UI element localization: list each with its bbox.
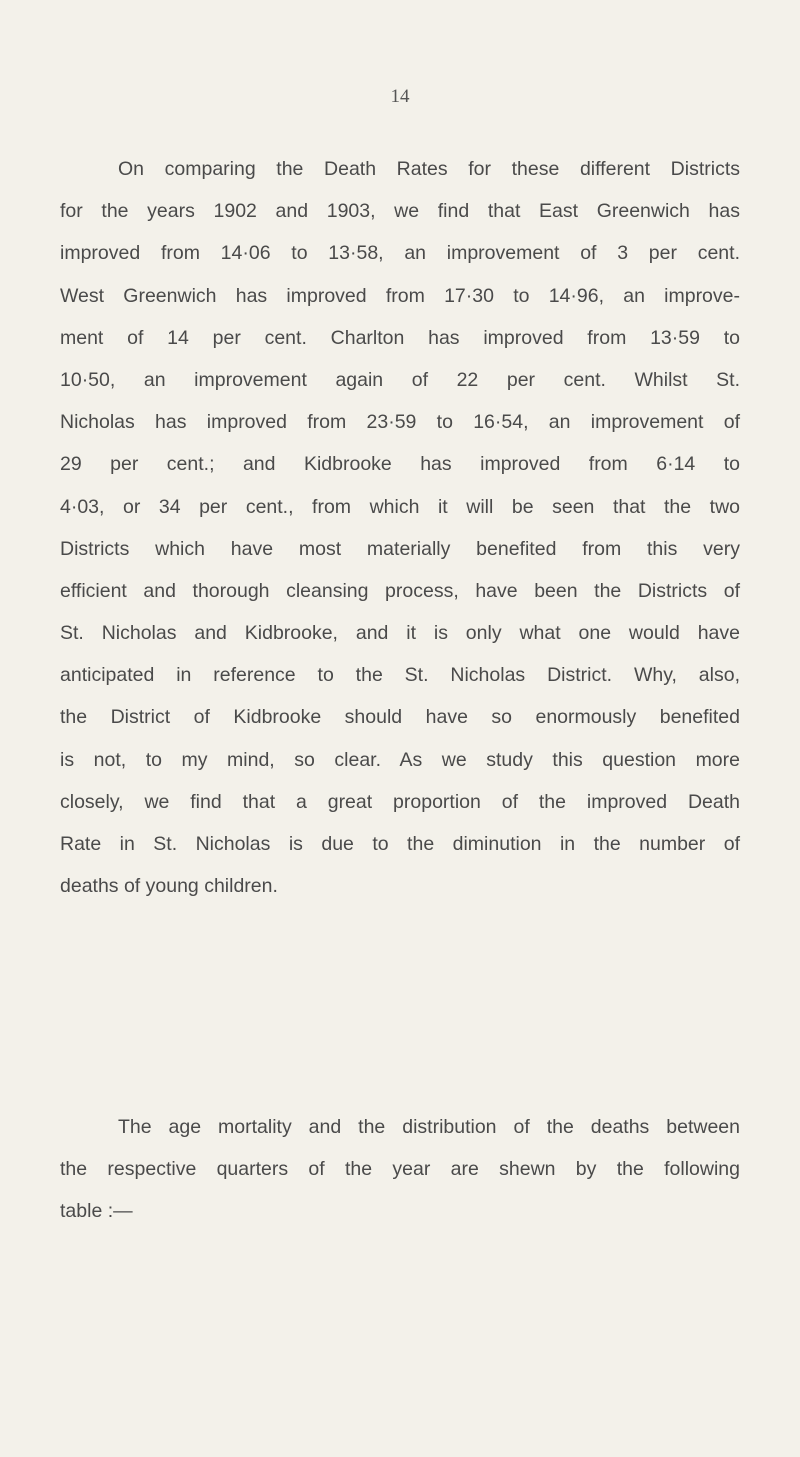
text-line: Rate in St. Nicholas is due to the diminution in the number of	[60, 833, 740, 855]
text-line: 10·50, an improvement again of 22 per cent. Whilst St.	[60, 368, 740, 391]
text-line: the District of Kidbrooke should have so enormously benefited	[60, 706, 740, 729]
text-line: table :—	[60, 1200, 133, 1223]
text-line: 29 per cent.; and Kidbrooke has improved from 6·14 to	[60, 453, 740, 476]
text-line: closely, we find that a great proportion of the improved Death	[60, 790, 740, 813]
text-line: Nicholas has improved from 23·59 to 16·54, an improvement of	[60, 411, 740, 434]
text-line: for the years 1902 and 1903, we find that East Greenwich has	[60, 200, 740, 223]
text-line: West Greenwich has improved from 17·30 to 14·96, an improve-	[60, 284, 740, 307]
text-line: anticipated in reference to the St. Nicholas District. Why, also,	[60, 664, 740, 687]
text-line: St. Nicholas and Kidbrooke, and it is only what one would have	[60, 622, 740, 645]
text-line: improved from 14·06 to 13·58, an improvement of 3 per cent.	[60, 242, 740, 265]
text-line: Districts which have most materially benefited from this very	[60, 537, 740, 560]
page-number: 14	[390, 86, 410, 107]
paragraph-death-rates	[60, 148, 740, 907]
text-line: the respective quarters of the year are shewn by the following	[60, 1158, 740, 1181]
text-line: is not, to my mind, so clear. As we study this question more	[60, 748, 740, 771]
text-line: 4·03, or 34 per cent., from which it will be seen that the two	[60, 495, 740, 518]
text-line: deaths of young children.	[60, 875, 278, 898]
text-line: On comparing the Death Rates for these different Districts	[118, 158, 740, 180]
text-line: efficient and thorough cleansing process, have been the Districts of	[60, 579, 740, 602]
text-line: The age mortality and the distribution of the deaths between	[118, 1116, 740, 1138]
text-line: ment of 14 per cent. Charlton has improved from 13·59 to	[60, 326, 740, 349]
paragraph-age-mortality	[60, 1106, 740, 1233]
